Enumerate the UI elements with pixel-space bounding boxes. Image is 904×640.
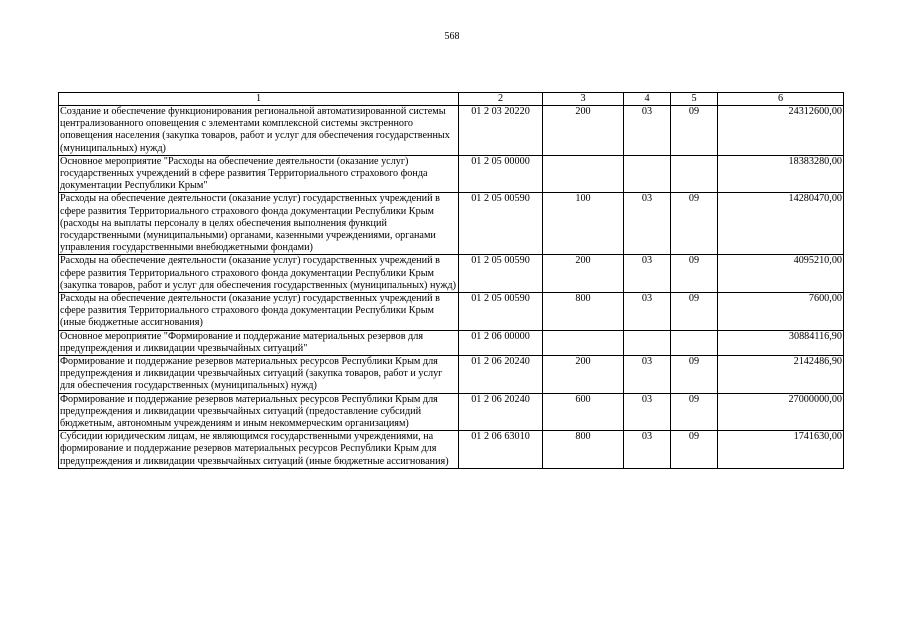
row-code: 01 2 05 00590 xyxy=(459,255,543,293)
row-name: Создание и обеспечение функционирования региональной автоматизированной системы централизованного оповещения с элементами комплексной системы экстренного оповещения населения (закупка товаров, работ и услуг для обеспечения государственных (муниципальных) нужд) xyxy=(59,106,459,156)
row-amount: 14280470,00 xyxy=(718,193,844,255)
header-col-1: 1 xyxy=(59,93,459,106)
row-section: 03 xyxy=(624,293,671,331)
row-code: 01 2 06 00000 xyxy=(459,330,543,355)
row-expense-type: 200 xyxy=(543,106,624,156)
header-col-3: 3 xyxy=(543,93,624,106)
row-amount: 1741630,00 xyxy=(718,431,844,469)
row-expense-type: 800 xyxy=(543,293,624,331)
row-subsection xyxy=(671,155,718,193)
table-row xyxy=(59,155,844,193)
budget-table xyxy=(58,92,844,469)
row-amount: 2142486,90 xyxy=(718,356,844,394)
table-row xyxy=(59,293,844,331)
row-name: Формирование и поддержание резервов материальных ресурсов Республики Крым для предупреждения и ликвидации чрезвычайных ситуаций (предоставление субсидий бюджетным, автономным учреждениям и иным некоммерческим организациям) xyxy=(59,393,459,431)
table-body xyxy=(59,106,844,469)
row-subsection: 09 xyxy=(671,106,718,156)
table-header xyxy=(59,93,844,106)
row-name: Субсидии юридическим лицам, не являющимся государственными учреждениями, на формирование и поддержание резервов материальных ресурсов Республики Крым для предупреждения и ликвидации чрезвычайных ситуаций (иные бюджетные ассигнования) xyxy=(59,431,459,469)
row-subsection: 09 xyxy=(671,356,718,394)
row-code: 01 2 06 20240 xyxy=(459,393,543,431)
row-amount: 27000000,00 xyxy=(718,393,844,431)
row-amount: 7600,00 xyxy=(718,293,844,331)
row-name: Расходы на обеспечение деятельности (оказание услуг) государственных учреждений в сфере развития Территориального страхового фонда документации Республики Крым (расходы на выплаты персоналу в целях обеспечения выполнения функций государственными (муниципальными) органами, казенными учреждениями, органами управления государственными внебюджетными фондами) xyxy=(59,193,459,255)
page-number: 568 xyxy=(444,31,460,42)
row-code: 01 2 05 00000 xyxy=(459,155,543,193)
table-row xyxy=(59,193,844,255)
row-amount: 18383280,00 xyxy=(718,155,844,193)
row-section: 03 xyxy=(624,431,671,469)
row-subsection: 09 xyxy=(671,193,718,255)
row-name: Основное мероприятие "Формирование и поддержание материальных резервов для предупреждения и ликвидации чрезвычайных ситуаций" xyxy=(59,330,459,355)
row-section: 03 xyxy=(624,356,671,394)
row-amount: 30884116,90 xyxy=(718,330,844,355)
table-row xyxy=(59,330,844,355)
table-row xyxy=(59,393,844,431)
header-row xyxy=(59,93,844,106)
table-row xyxy=(59,255,844,293)
row-name: Расходы на обеспечение деятельности (оказание услуг) государственных учреждений в сфере развития Территориального страхового фонда документации Республики Крым (закупка товаров, работ и услуг для обеспечения государственных (муниципальных) нужд) xyxy=(59,255,459,293)
row-subsection: 09 xyxy=(671,255,718,293)
row-subsection: 09 xyxy=(671,431,718,469)
row-expense-type: 600 xyxy=(543,393,624,431)
table-row xyxy=(59,106,844,156)
header-col-5: 5 xyxy=(671,93,718,106)
header-col-2: 2 xyxy=(459,93,543,106)
row-code: 01 2 03 20220 xyxy=(459,106,543,156)
table-row xyxy=(59,356,844,394)
row-subsection: 09 xyxy=(671,293,718,331)
row-amount: 24312600,00 xyxy=(718,106,844,156)
row-section: 03 xyxy=(624,106,671,156)
header-col-6: 6 xyxy=(718,93,844,106)
row-section xyxy=(624,330,671,355)
row-expense-type xyxy=(543,155,624,193)
row-section: 03 xyxy=(624,393,671,431)
row-section: 03 xyxy=(624,193,671,255)
row-expense-type xyxy=(543,330,624,355)
row-subsection xyxy=(671,330,718,355)
row-code: 01 2 05 00590 xyxy=(459,193,543,255)
row-code: 01 2 06 63010 xyxy=(459,431,543,469)
row-expense-type: 200 xyxy=(543,356,624,394)
row-name: Основное мероприятие "Расходы на обеспечение деятельности (оказание услуг) государственных учреждений в сфере развития Территориального страхового фонда документации Республики Крым" xyxy=(59,155,459,193)
row-expense-type: 100 xyxy=(543,193,624,255)
row-name: Формирование и поддержание резервов материальных ресурсов Республики Крым для предупреждения и ликвидации чрезвычайных ситуаций (закупка товаров, работ и услуг для обеспечения государственных (муниципальных) нужд) xyxy=(59,356,459,394)
row-expense-type: 200 xyxy=(543,255,624,293)
row-expense-type: 800 xyxy=(543,431,624,469)
table-row xyxy=(59,431,844,469)
row-section: 03 xyxy=(624,255,671,293)
header-col-4: 4 xyxy=(624,93,671,106)
row-subsection: 09 xyxy=(671,393,718,431)
row-amount: 4095210,00 xyxy=(718,255,844,293)
row-name: Расходы на обеспечение деятельности (оказание услуг) государственных учреждений в сфере развития Территориального страхового фонда документации Республики Крым (иные бюджетные ассигнования) xyxy=(59,293,459,331)
row-code: 01 2 06 20240 xyxy=(459,356,543,394)
row-code: 01 2 05 00590 xyxy=(459,293,543,331)
row-section xyxy=(624,155,671,193)
